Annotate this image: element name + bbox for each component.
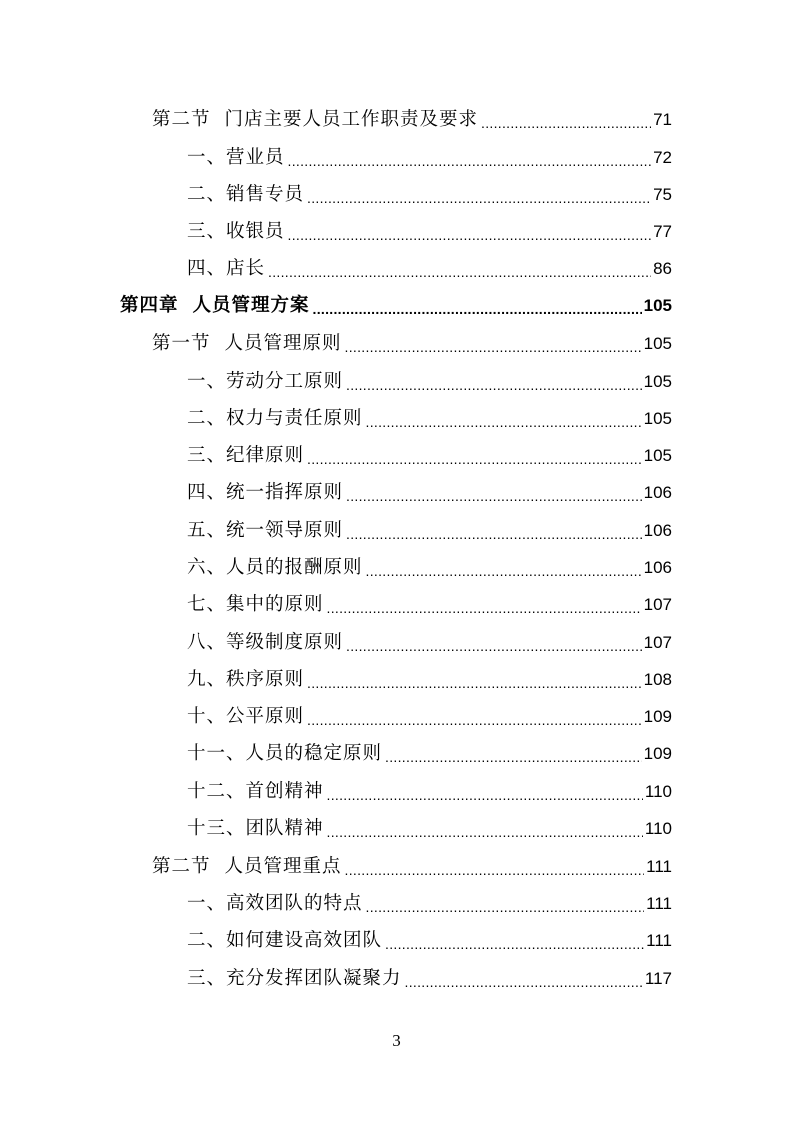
toc-entry[interactable] xyxy=(187,738,672,766)
toc-entry[interactable] xyxy=(187,179,672,207)
toc-entry-title: 三、充分发挥团队凝聚力 xyxy=(187,968,402,989)
page-number: 3 xyxy=(392,1031,401,1050)
toc-chapter-entry[interactable] xyxy=(120,290,672,318)
toc-entry-page: 72 xyxy=(653,148,672,167)
toc-entry-page: 105 xyxy=(643,334,672,353)
leader-dots xyxy=(327,827,643,837)
toc-entry-page: 77 xyxy=(653,222,672,241)
leader-dots xyxy=(346,641,642,651)
toc-entry[interactable] xyxy=(187,552,672,580)
toc-entry[interactable] xyxy=(187,515,672,543)
toc-entry[interactable] xyxy=(187,776,672,804)
toc-entry[interactable] xyxy=(187,366,672,394)
toc-entry[interactable] xyxy=(187,216,672,244)
toc-entry-title: 十三、团队精神 xyxy=(187,818,324,839)
toc-entry-page: 105 xyxy=(643,409,672,428)
leader-dots xyxy=(313,304,642,314)
toc-entry-page: 109 xyxy=(643,744,672,763)
toc-entry[interactable] xyxy=(187,589,672,617)
toc-entry-title: 一、营业员 xyxy=(187,147,285,168)
leader-dots xyxy=(288,156,652,166)
toc-entry[interactable] xyxy=(187,963,672,991)
leader-dots xyxy=(345,342,642,352)
leader-dots xyxy=(385,752,642,762)
toc-entry[interactable] xyxy=(187,664,672,692)
leader-dots xyxy=(405,977,643,987)
toc-entry-page: 107 xyxy=(643,633,672,652)
toc-entry-title: 九、秩序原则 xyxy=(187,669,305,690)
toc-entry-page: 71 xyxy=(653,110,672,129)
toc-entry-page: 108 xyxy=(643,670,672,689)
toc-entry[interactable] xyxy=(187,888,672,916)
leader-dots xyxy=(307,454,642,464)
leader-dots xyxy=(327,603,642,613)
toc-entry-title: 三、纪律原则 xyxy=(187,445,305,466)
toc-entry-page: 106 xyxy=(643,558,672,577)
toc-entry[interactable] xyxy=(187,403,672,431)
toc-entry-title: 十二、首创精神 xyxy=(187,781,324,802)
toc-entry-page: 110 xyxy=(644,819,672,838)
leader-dots xyxy=(346,380,642,390)
toc-entry-title: 第一节 人员管理原则 xyxy=(152,333,342,354)
toc-entry[interactable] xyxy=(187,813,672,841)
toc-entry-page: 110 xyxy=(644,782,672,801)
toc-entry-page: 86 xyxy=(653,259,672,278)
toc-entry[interactable] xyxy=(152,851,672,879)
toc-entry-title: 七、集中的原则 xyxy=(187,594,324,615)
toc-entry[interactable] xyxy=(187,627,672,655)
toc-entry[interactable] xyxy=(187,925,672,953)
leader-dots xyxy=(481,118,651,128)
toc-entry-title: 二、权力与责任原则 xyxy=(187,408,363,429)
leader-dots xyxy=(327,790,643,800)
leader-dots xyxy=(288,230,652,240)
leader-dots xyxy=(268,267,651,277)
toc-entry[interactable] xyxy=(152,104,672,132)
toc-entry[interactable] xyxy=(187,142,672,170)
toc-entry-page: 106 xyxy=(643,521,672,540)
leader-dots xyxy=(345,865,645,875)
toc-entry-title: 十、公平原则 xyxy=(187,706,305,727)
toc-entry-title: 第二节 门店主要人员工作职责及要求 xyxy=(152,109,479,130)
toc-entry-page: 111 xyxy=(646,931,672,950)
toc-entry-page: 107 xyxy=(643,595,672,614)
toc-entry-title: 第二节 人员管理重点 xyxy=(152,856,342,877)
toc-entry-page: 109 xyxy=(643,707,672,726)
toc-entry-title: 一、劳动分工原则 xyxy=(187,371,344,392)
toc-entry-title: 二、如何建设高效团队 xyxy=(187,930,383,951)
toc-entry-page: 111 xyxy=(646,894,672,913)
toc-entry[interactable] xyxy=(187,440,672,468)
toc-entry-title: 四、店长 xyxy=(187,258,266,279)
leader-dots xyxy=(307,193,651,203)
toc-entry-page: 105 xyxy=(643,296,672,315)
toc-entry-title: 八、等级制度原则 xyxy=(187,632,344,653)
toc-entry-title: 四、统一指挥原则 xyxy=(187,482,344,503)
leader-dots xyxy=(366,417,642,427)
toc-entry[interactable] xyxy=(152,328,672,356)
toc-entry-title: 三、收银员 xyxy=(187,221,285,242)
toc-entry[interactable] xyxy=(187,477,672,505)
leader-dots xyxy=(366,902,645,912)
toc-entry-page: 106 xyxy=(643,483,672,502)
leader-dots xyxy=(385,939,644,949)
toc-entry-page: 105 xyxy=(643,446,672,465)
toc-entry-page: 117 xyxy=(644,969,672,988)
toc-entry-title: 二、销售专员 xyxy=(187,184,305,205)
toc-entry-title: 一、高效团队的特点 xyxy=(187,893,363,914)
leader-dots xyxy=(307,715,642,725)
toc-entry-title: 五、统一领导原则 xyxy=(187,520,344,541)
toc-entry-page: 105 xyxy=(643,372,672,391)
toc-entry-title: 十一、人员的稳定原则 xyxy=(187,743,383,764)
toc-entry-title: 六、人员的报酬原则 xyxy=(187,557,363,578)
toc-entry-title: 第四章 人员管理方案 xyxy=(120,295,310,316)
toc-entry-page: 75 xyxy=(653,185,672,204)
toc-entry[interactable] xyxy=(187,253,672,281)
toc-entry[interactable] xyxy=(187,701,672,729)
leader-dots xyxy=(307,678,642,688)
leader-dots xyxy=(346,529,642,539)
leader-dots xyxy=(366,566,642,576)
toc-entry-page: 111 xyxy=(646,857,672,876)
leader-dots xyxy=(346,491,642,501)
